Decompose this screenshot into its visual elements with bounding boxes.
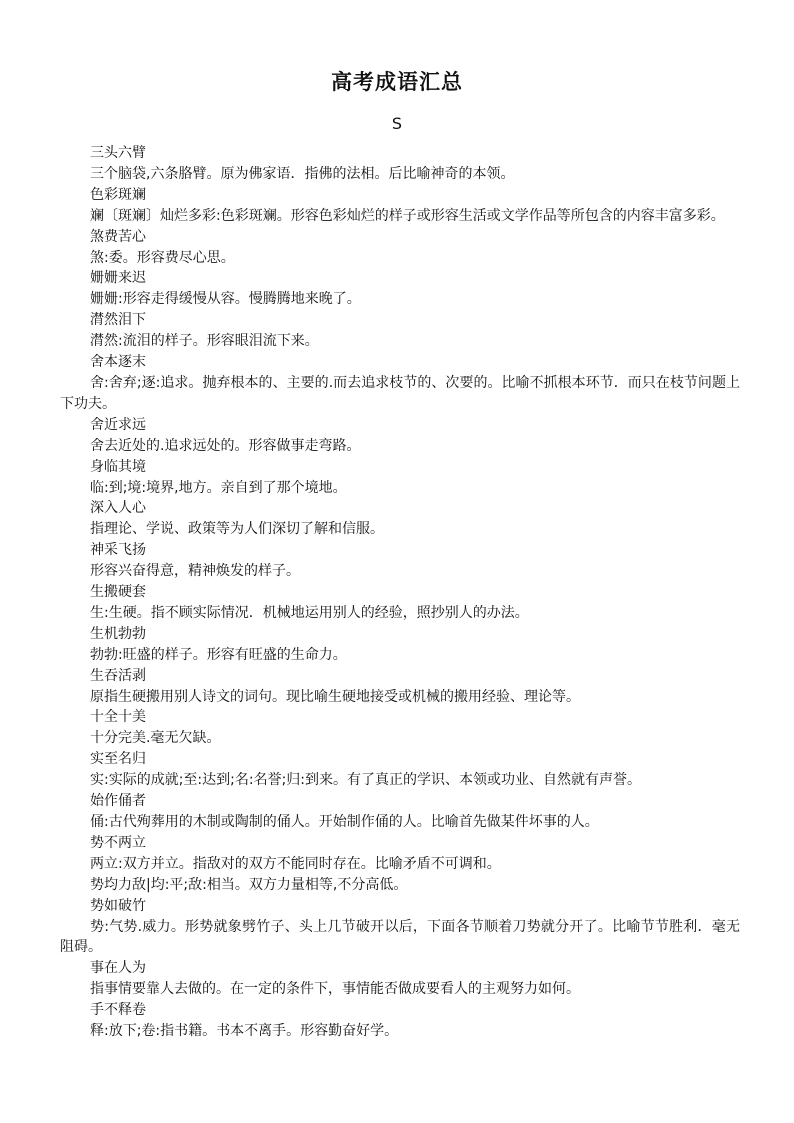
idiom-term: 实至名归: [90, 751, 146, 768]
idiom-term: 十全十美: [90, 709, 146, 726]
idiom-term: 事在人为: [90, 960, 146, 977]
idiom-definition: 形容兴奋得意，精神焕发的样子。: [90, 563, 300, 580]
idiom-term: 势不两立: [90, 834, 146, 851]
page-title: 高考成语汇总: [331, 70, 463, 94]
idiom-term: 三头六臂: [90, 145, 146, 161]
idiom-term: 潸然泪下: [90, 312, 146, 329]
idiom-term: 深入人心: [90, 500, 146, 517]
section-letter: S: [391, 114, 403, 133]
idiom-term: 势如破竹: [90, 897, 146, 914]
idiom-definition: 勃勃:旺盛的样子。形容有旺盛的生命力。: [90, 646, 347, 663]
idiom-term: 色彩斑斓: [90, 186, 146, 203]
idiom-definition: 原指生硬搬用别人诗文的词句。现比喻生硬地接受或机械的搬用经验、理论等。: [90, 688, 580, 705]
idiom-definition: 舍:舍弃;逐:追求。抛弃根本的、主要的.而去追求枝节的、次要的。比喻不抓根本环节．而只在枝节问题上下功夫。: [60, 374, 740, 412]
idiom-term: 手不释卷: [90, 1002, 146, 1019]
idiom-definition: 临:到;境:境界,地方。亲自到了那个境地。: [90, 479, 347, 496]
idiom-term: 姗姗来迟: [90, 270, 146, 287]
idiom-list: [60, 143, 740, 1042]
idiom-definition: 舍去近处的.追求远处的。形容做事走弯路。: [90, 437, 361, 454]
idiom-definition: 势:气势.威力。形势就象劈竹子、头上几节破开以后，下面各节顺着刀势就分开了。比喻节节胜利．毫无阻碍。: [60, 918, 740, 956]
idiom-term: 煞费苦心: [90, 228, 146, 245]
idiom-definition: 生:生硬。指不顾实际情况．机械地运用别人的经验，照抄别人的办法。: [90, 604, 529, 621]
idiom-definition: 指事情要靠人去做的。在一定的条件下，事情能否做成要看人的主观努力如何。: [90, 981, 580, 998]
idiom-definition: 姗姗:形容走得缓慢从容。慢腾腾地来晚了。: [90, 291, 361, 308]
idiom-definition: 潸然:流泪的样子。形容眼泪流下来。: [90, 333, 319, 350]
idiom-term: 生机勃勃: [90, 625, 146, 642]
idiom-term: 舍本逐末: [90, 354, 146, 371]
idiom-definition: 俑:古代殉葬用的木制或陶制的俑人。开始制作俑的人。比喻首先做某件坏事的人。: [90, 814, 599, 830]
idiom-definition: 指理论、学说、政策等为人们深切了解和信服。: [90, 521, 384, 538]
idiom-term: 生搬硬套: [90, 584, 146, 601]
idiom-definition: 实:实际的成就;至:达到;名:名誉;归:到来。有了真正的学识、本领或功业、自然就有声誉。: [90, 772, 642, 789]
idiom-term: 神采飞扬: [90, 542, 146, 559]
idiom-term: 舍近求远: [90, 416, 146, 433]
idiom-term: 生吞活剥: [90, 667, 146, 684]
idiom-definition: 两立:双方并立。指敌对的双方不能同时存在。比喻矛盾不可调和。: [90, 855, 501, 872]
idiom-term: 身临其境: [90, 458, 146, 475]
idiom-term-inline: 势均力敌|均:平;敌:相当。双方力量相等,不分高低。: [90, 876, 408, 893]
idiom-term: 始作俑者: [90, 793, 146, 810]
idiom-definition: 斓〔斑斓〕灿烂多彩:色彩斑斓。形容色彩灿烂的样子或形容生活或文学作品等所包含的内容丰富多彩。: [90, 207, 725, 224]
idiom-definition: 释:放下;卷:指书籍。书本不离手。形容勤奋好学。: [90, 1023, 399, 1040]
idiom-definition: 三个脑袋,六条胳臂。原为佛家语．指佛的法相。后比喻神奇的本领。: [90, 165, 515, 182]
idiom-definition: 煞:委。形容费尽心思。: [90, 249, 235, 266]
idiom-definition: 十分完美.毫无欠缺。: [90, 730, 221, 747]
